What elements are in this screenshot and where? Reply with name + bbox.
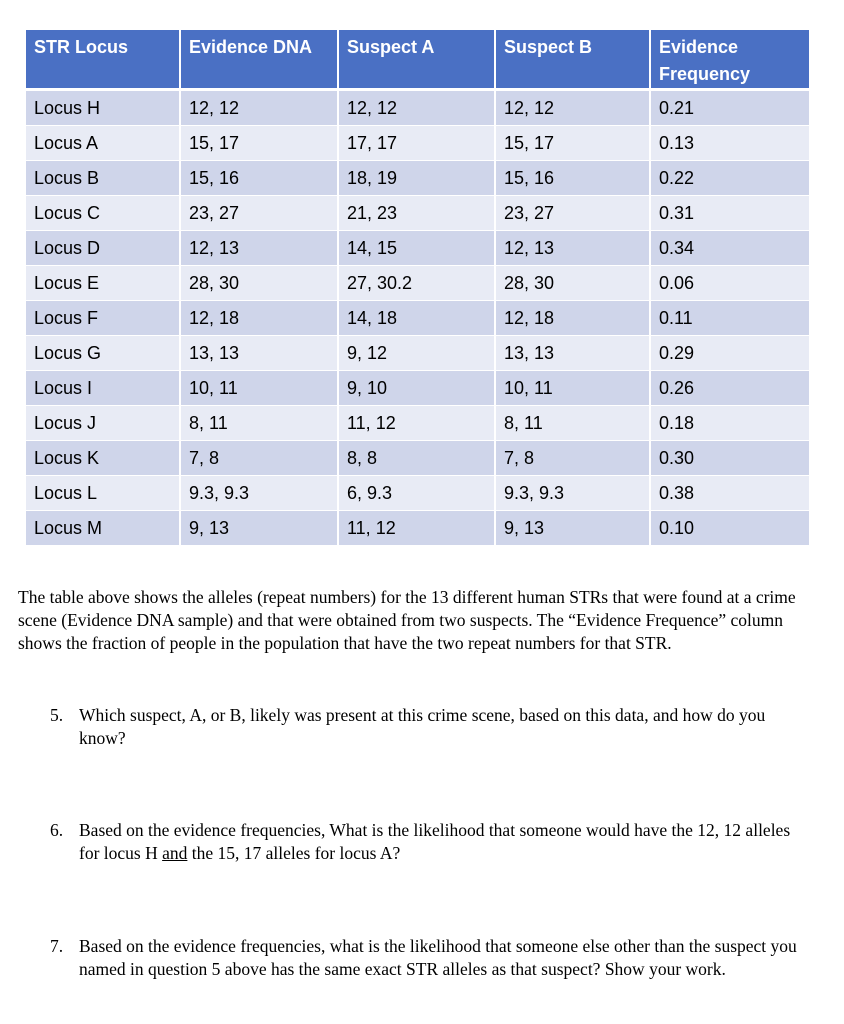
- cell-evidence-dna: 23, 27: [181, 196, 339, 231]
- cell-frequency: 0.10: [651, 511, 809, 546]
- cell-evidence-dna: 13, 13: [181, 336, 339, 371]
- cell-suspect-a: 18, 19: [339, 161, 496, 196]
- question-text: Based on the evidence frequencies, what is the likelihood that someone else other than the suspect you named in question 5 above has the same exact STR alleles as that suspect? Show your work.: [79, 936, 797, 979]
- cell-evidence-dna: 12, 12: [181, 91, 339, 126]
- question-5: [50, 704, 808, 750]
- cell-locus: Locus K: [26, 441, 181, 476]
- table-row: [26, 511, 809, 546]
- question-text: [79, 819, 808, 865]
- cell-suspect-b: 15, 17: [496, 126, 651, 161]
- cell-suspect-b: 9, 13: [496, 511, 651, 546]
- cell-suspect-a: 9, 10: [339, 371, 496, 406]
- cell-suspect-a: 9, 12: [339, 336, 496, 371]
- cell-suspect-b: 13, 13: [496, 336, 651, 371]
- cell-suspect-b: 8, 11: [496, 406, 651, 441]
- cell-evidence-dna: 9, 13: [181, 511, 339, 546]
- cell-frequency: 0.21: [651, 91, 809, 126]
- cell-suspect-a: 21, 23: [339, 196, 496, 231]
- cell-suspect-b: 7, 8: [496, 441, 651, 476]
- cell-suspect-b: 12, 13: [496, 231, 651, 266]
- cell-frequency: 0.26: [651, 371, 809, 406]
- cell-evidence-dna: 12, 18: [181, 301, 339, 336]
- table-row: [26, 441, 809, 476]
- cell-frequency: 0.30: [651, 441, 809, 476]
- intro-paragraph: The table above shows the alleles (repeat numbers) for the 13 different human STRs that were found at a crime scene (Evidence DNA sample) and that were obtained from two suspects. The “Evidence Frequence” column shows the fraction of people in the population that have the two repeat numbers for that STR.: [18, 587, 796, 653]
- cell-locus: Locus E: [26, 266, 181, 301]
- question-text-before: Based on the evidence frequencies, What is the likelihood that someone would have the 12, 12 alleles for locus H: [79, 820, 791, 863]
- str-allele-table: [26, 30, 809, 546]
- cell-locus: Locus A: [26, 126, 181, 161]
- cell-suspect-b: 12, 18: [496, 301, 651, 336]
- cell-suspect-a: 27, 30.2: [339, 266, 496, 301]
- table-row: [26, 371, 809, 406]
- cell-frequency: 0.34: [651, 231, 809, 266]
- cell-frequency: 0.22: [651, 161, 809, 196]
- question-text: Which suspect, A, or B, likely was present at this crime scene, based on this data, and how do you know?: [79, 705, 766, 748]
- cell-evidence-dna: 8, 11: [181, 406, 339, 441]
- cell-locus: Locus C: [26, 196, 181, 231]
- question-6: [50, 819, 808, 865]
- header-suspect-a: Suspect A: [339, 30, 496, 91]
- table-row: [26, 266, 809, 301]
- header-evidence-dna: Evidence DNA: [181, 30, 339, 91]
- cell-frequency: 0.06: [651, 266, 809, 301]
- question-7: [50, 935, 808, 981]
- cell-suspect-b: 28, 30: [496, 266, 651, 301]
- cell-frequency: 0.18: [651, 406, 809, 441]
- table-row: [26, 476, 809, 511]
- table-row: [26, 336, 809, 371]
- cell-frequency: 0.29: [651, 336, 809, 371]
- cell-locus: Locus I: [26, 371, 181, 406]
- header-str-locus: STR Locus: [26, 30, 181, 91]
- cell-suspect-b: 15, 16: [496, 161, 651, 196]
- cell-suspect-b: 9.3, 9.3: [496, 476, 651, 511]
- question-text-after: the 15, 17 alleles for locus A?: [187, 843, 401, 863]
- cell-locus: Locus B: [26, 161, 181, 196]
- table-row: [26, 231, 809, 266]
- cell-evidence-dna: 9.3, 9.3: [181, 476, 339, 511]
- cell-locus: Locus M: [26, 511, 181, 546]
- cell-locus: Locus J: [26, 406, 181, 441]
- cell-frequency: 0.31: [651, 196, 809, 231]
- table-row: [26, 91, 809, 126]
- table-row: [26, 161, 809, 196]
- cell-suspect-a: 6, 9.3: [339, 476, 496, 511]
- cell-frequency: 0.38: [651, 476, 809, 511]
- table-row: [26, 301, 809, 336]
- cell-suspect-a: 11, 12: [339, 511, 496, 546]
- question-number: 6.: [50, 820, 64, 840]
- cell-suspect-a: 17, 17: [339, 126, 496, 161]
- cell-suspect-a: 12, 12: [339, 91, 496, 126]
- table-row: [26, 406, 809, 441]
- cell-frequency: 0.13: [651, 126, 809, 161]
- cell-locus: Locus H: [26, 91, 181, 126]
- cell-evidence-dna: 10, 11: [181, 371, 339, 406]
- cell-locus: Locus L: [26, 476, 181, 511]
- cell-suspect-b: 10, 11: [496, 371, 651, 406]
- table-header-row: [26, 30, 809, 91]
- question-number: 5.: [50, 705, 64, 725]
- header-evidence-frequency: Evidence Frequency: [651, 30, 809, 91]
- cell-suspect-b: 12, 12: [496, 91, 651, 126]
- cell-locus: Locus G: [26, 336, 181, 371]
- cell-suspect-a: 11, 12: [339, 406, 496, 441]
- table-row: [26, 196, 809, 231]
- cell-suspect-b: 23, 27: [496, 196, 651, 231]
- cell-suspect-a: 14, 15: [339, 231, 496, 266]
- question-text-underlined: and: [162, 843, 188, 863]
- cell-evidence-dna: 28, 30: [181, 266, 339, 301]
- table-row: [26, 126, 809, 161]
- cell-locus: Locus D: [26, 231, 181, 266]
- cell-evidence-dna: 15, 17: [181, 126, 339, 161]
- cell-evidence-dna: 15, 16: [181, 161, 339, 196]
- cell-evidence-dna: 12, 13: [181, 231, 339, 266]
- cell-suspect-a: 14, 18: [339, 301, 496, 336]
- cell-evidence-dna: 7, 8: [181, 441, 339, 476]
- header-suspect-b: Suspect B: [496, 30, 651, 91]
- cell-suspect-a: 8, 8: [339, 441, 496, 476]
- cell-locus: Locus F: [26, 301, 181, 336]
- cell-frequency: 0.11: [651, 301, 809, 336]
- question-number: 7.: [50, 936, 64, 956]
